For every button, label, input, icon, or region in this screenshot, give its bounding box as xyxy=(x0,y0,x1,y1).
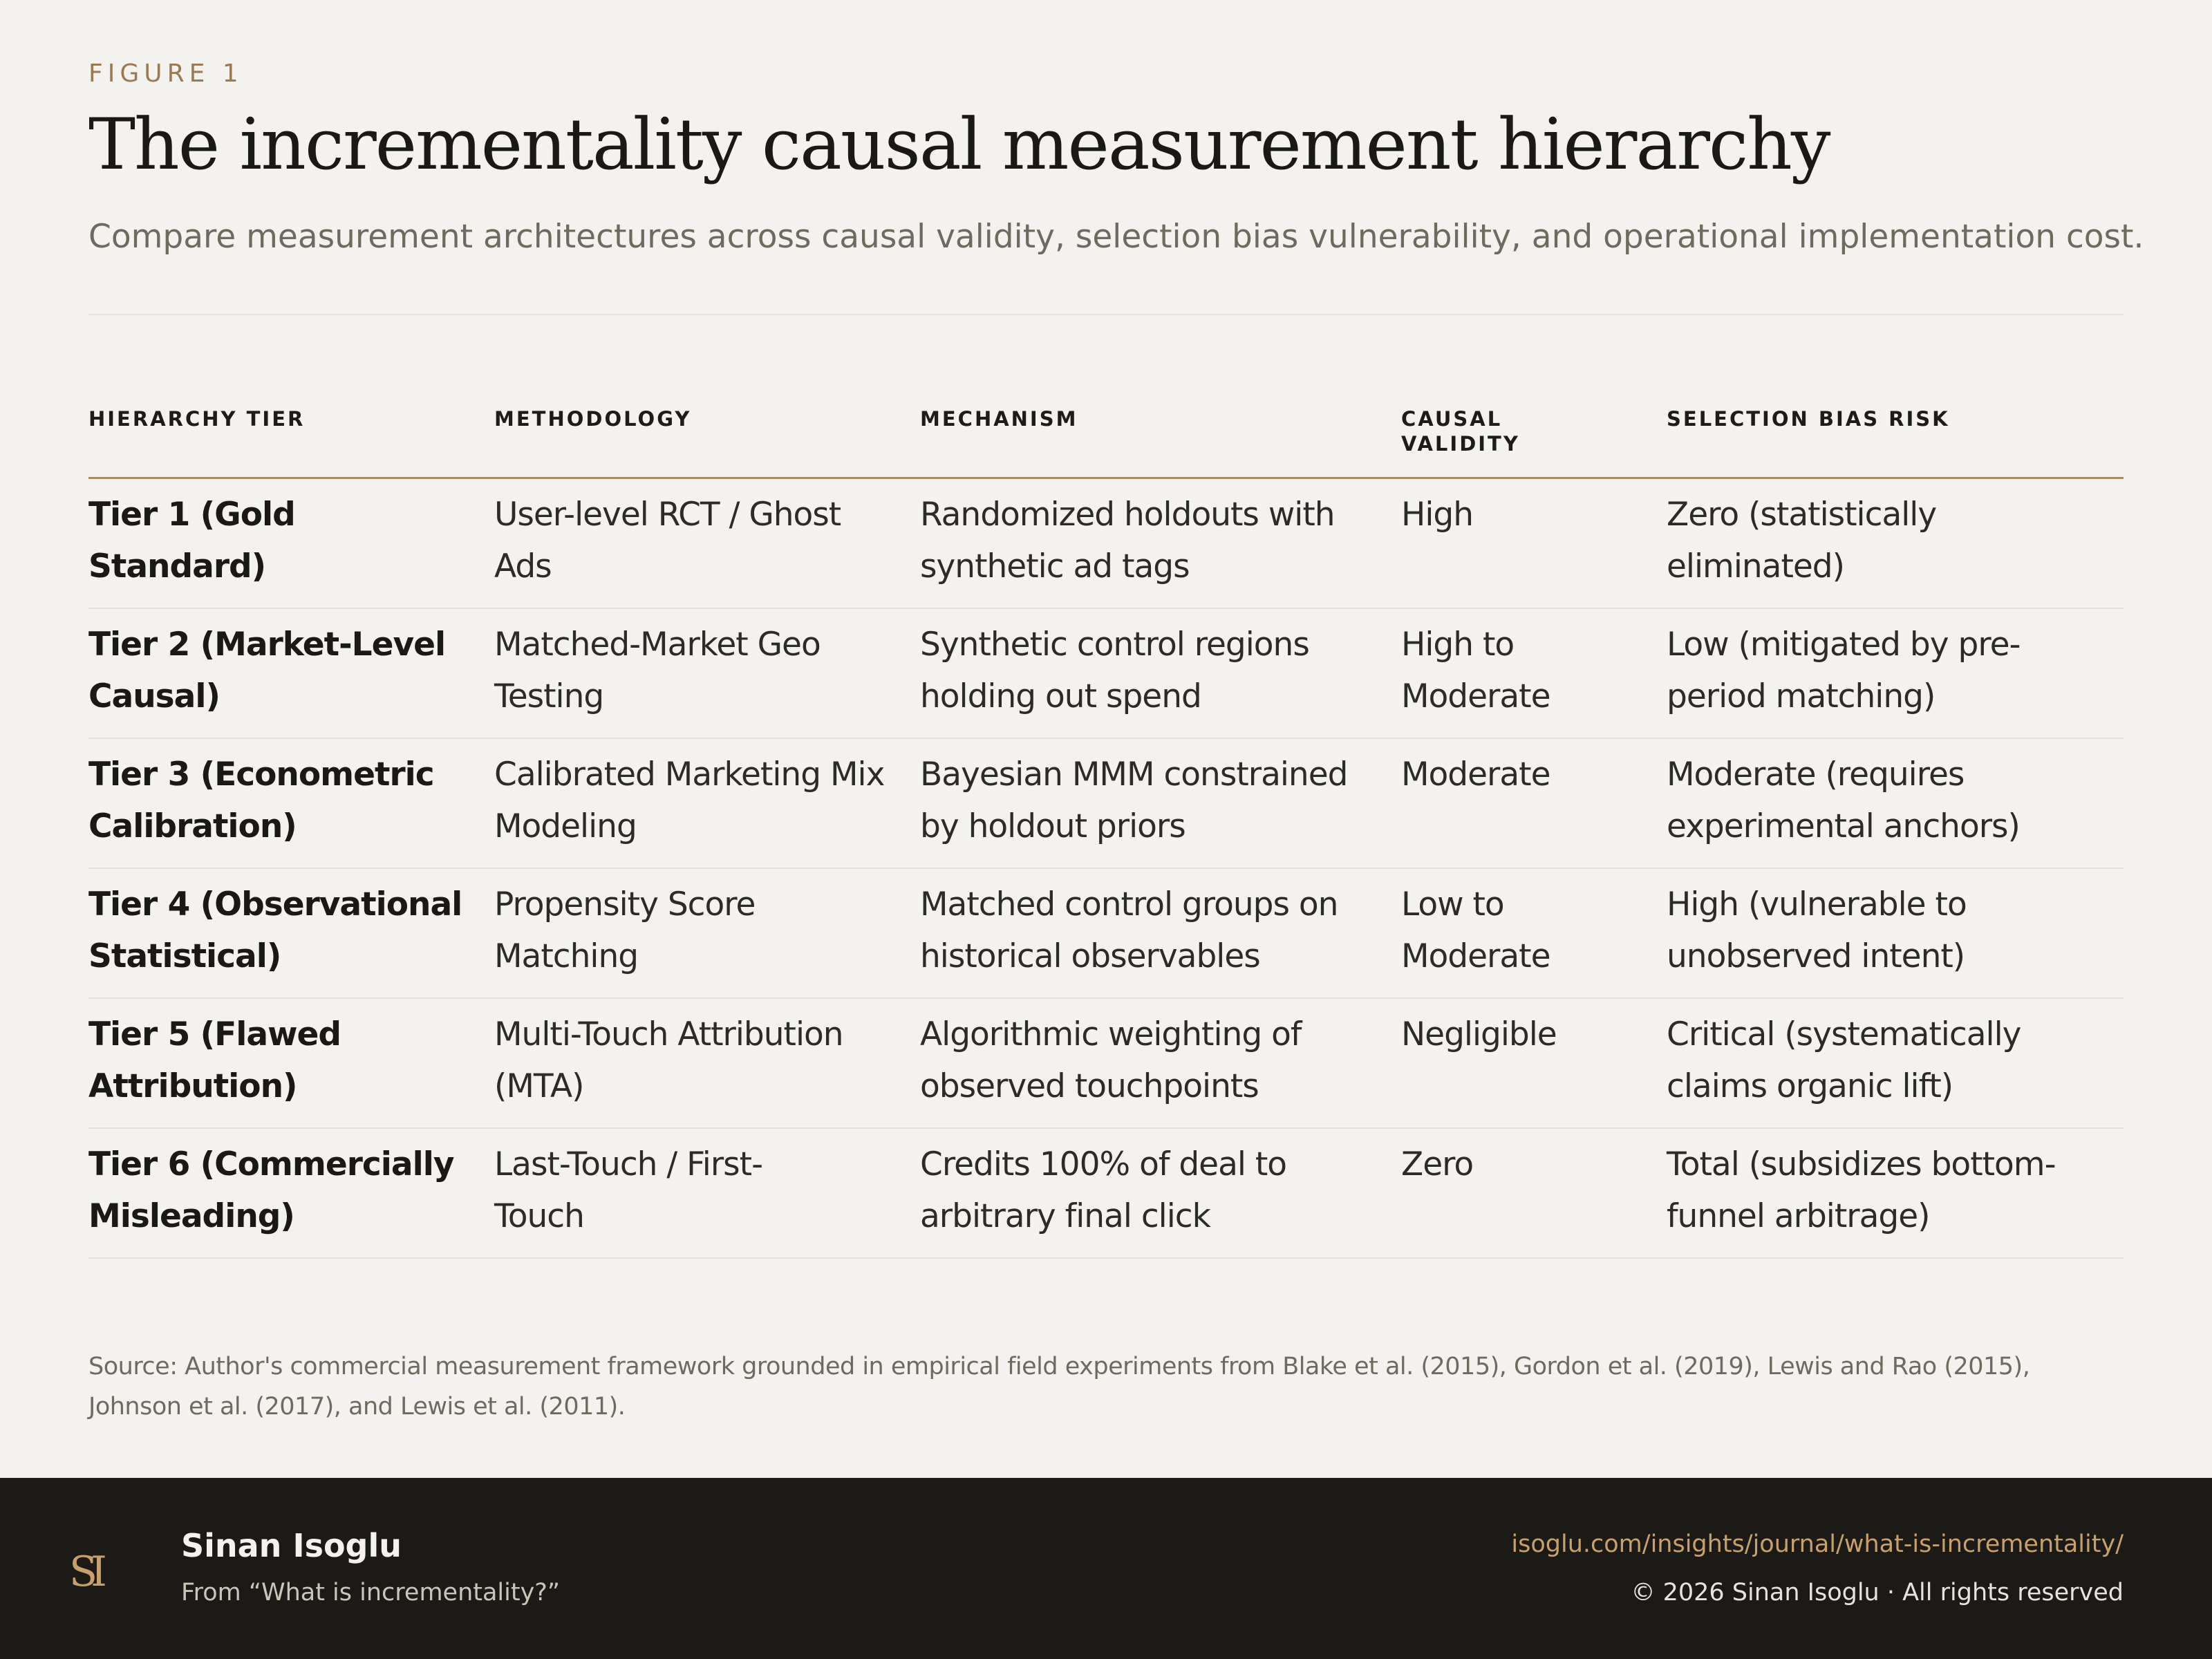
tier-cell: Tier 1 (Gold Standard) xyxy=(88,478,494,609)
causal-validity-cell: Low to Moderate xyxy=(1401,868,1667,998)
methodology-cell: Calibrated Marketing Mix Modeling xyxy=(494,738,920,868)
table-row xyxy=(88,478,2124,609)
copyright-text: © 2026 Sinan Isoglu · All rights reserved xyxy=(1631,1579,2124,1606)
tier-cell: Tier 3 (Econometric Calibration) xyxy=(88,738,494,868)
column-header-selection-bias: SELECTION BIAS RISK xyxy=(1667,406,2124,478)
mechanism-cell: Algorithmic weighting of observed touchpoints xyxy=(920,998,1401,1128)
selection-bias-cell: Low (mitigated by pre-period matching) xyxy=(1667,608,2124,738)
hierarchy-table xyxy=(88,406,2124,1259)
causal-validity-cell: Moderate xyxy=(1401,738,1667,868)
table-row xyxy=(88,998,2124,1128)
mechanism-cell: Bayesian MMM constrained by holdout priors xyxy=(920,738,1401,868)
column-header-methodology: METHODOLOGY xyxy=(494,406,920,478)
table-row xyxy=(88,868,2124,998)
mechanism-cell: Synthetic control regions holding out spend xyxy=(920,608,1401,738)
figure-label: FIGURE 1 xyxy=(88,59,243,88)
tier-cell: Tier 6 (Commercially Misleading) xyxy=(88,1128,494,1258)
causal-validity-cell: High xyxy=(1401,478,1667,609)
column-header-mechanism: MECHANISM xyxy=(920,406,1401,478)
table-header-row xyxy=(88,406,2124,478)
methodology-cell: Last-Touch / First-Touch xyxy=(494,1128,920,1258)
table-row xyxy=(88,738,2124,868)
selection-bias-cell: Moderate (requires experimental anchors) xyxy=(1667,738,2124,868)
tier-cell: Tier 5 (Flawed Attribution) xyxy=(88,998,494,1128)
selection-bias-cell: Critical (systematically claims organic lift) xyxy=(1667,998,2124,1128)
causal-validity-cell: High to Moderate xyxy=(1401,608,1667,738)
selection-bias-cell: High (vulnerable to unobserved intent) xyxy=(1667,868,2124,998)
table-row xyxy=(88,608,2124,738)
selection-bias-cell: Zero (statistically eliminated) xyxy=(1667,478,2124,609)
source-note: Source: Author's commercial measurement framework grounded in empirical field experiments from Blake et al. (2015), Gordon et al. (2019), Lewis and Rao (2015), Johnson et al. (2017), and Lewis et al. (2011). xyxy=(88,1353,2030,1421)
methodology-cell: Propensity Score Matching xyxy=(494,868,920,998)
author-name: Sinan Isoglu xyxy=(181,1527,402,1564)
column-header-tier: HIERARCHY TIER xyxy=(88,406,494,478)
tier-cell: Tier 2 (Market-Level Causal) xyxy=(88,608,494,738)
selection-bias-cell: Total (subsidizes bottom-funnel arbitrage) xyxy=(1667,1128,2124,1258)
tier-cell: Tier 4 (Observational Statistical) xyxy=(88,868,494,998)
mechanism-cell: Credits 100% of deal to arbitrary final click xyxy=(920,1128,1401,1258)
mechanism-cell: Matched control groups on historical observables xyxy=(920,868,1401,998)
methodology-cell: Multi-Touch Attribution (MTA) xyxy=(494,998,920,1128)
article-url-link[interactable]: isoglu.com/insights/journal/what-is-incrementality/ xyxy=(1511,1530,2124,1558)
article-source: From “What is incrementality?” xyxy=(181,1579,561,1606)
mechanism-cell: Randomized holdouts with synthetic ad tags xyxy=(920,478,1401,609)
table-row xyxy=(88,1128,2124,1258)
figure-title: The incrementality causal measurement hierarchy xyxy=(88,104,1830,186)
si-monogram-logo xyxy=(65,1541,123,1600)
causal-validity-cell: Negligible xyxy=(1401,998,1667,1128)
methodology-cell: User-level RCT / Ghost Ads xyxy=(494,478,920,609)
header-divider xyxy=(88,314,2124,315)
footer-bar xyxy=(0,1478,2212,1659)
methodology-cell: Matched-Market Geo Testing xyxy=(494,608,920,738)
column-header-causal-validity: CAUSAL VALIDITY xyxy=(1401,406,1667,478)
figure-subtitle: Compare measurement architectures across causal validity, selection bias vulnerability, and operational implementation cost. xyxy=(88,218,2144,256)
causal-validity-cell: Zero xyxy=(1401,1128,1667,1258)
svg-text:SI: SI xyxy=(69,1548,100,1596)
